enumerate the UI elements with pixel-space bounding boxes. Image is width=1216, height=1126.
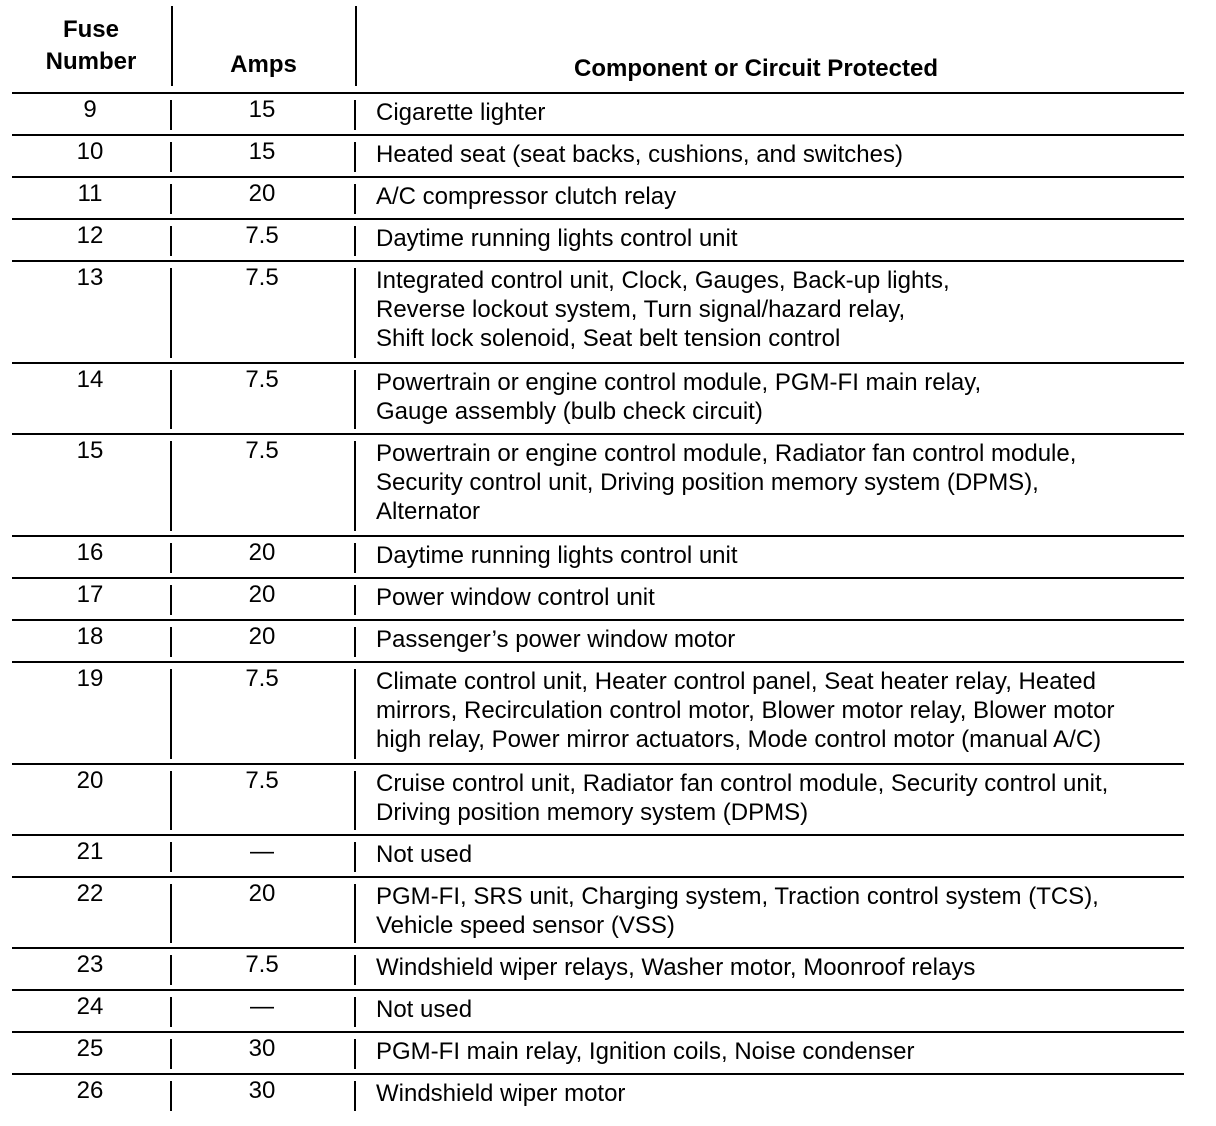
column-divider [354, 1081, 356, 1111]
fuse-number-cell: 26 [76, 1077, 104, 1104]
table-row [12, 661, 1184, 763]
column-divider [354, 842, 356, 872]
amps-cell: 20 [248, 539, 276, 566]
component-cell: Powertrain or engine control module, Radiator fan control module, Security control unit, Driving position memory system (DPMS), Alternator [376, 440, 1077, 525]
component-cell: Passenger’s power window motor [376, 626, 736, 653]
fuse-number-cell: 21 [76, 838, 104, 865]
amps-cell: 7.5 [245, 951, 279, 978]
component-cell: PGM-FI main relay, Ignition coils, Noise condenser [376, 1038, 915, 1065]
table-row [12, 362, 1184, 433]
fuse-number-cell: 10 [76, 138, 104, 165]
amps-cell: — [250, 838, 274, 865]
fuse-number-cell: 14 [76, 366, 104, 393]
component-cell: Powertrain or engine control module, PGM-FI main relay, Gauge assembly (bulb check circuit) [376, 369, 982, 425]
column-divider [354, 884, 356, 943]
fuse-number-cell: 13 [76, 264, 104, 291]
component-cell: A/C compressor clutch relay [376, 183, 677, 210]
fuse-number-cell: 23 [76, 951, 104, 978]
column-divider [354, 955, 356, 985]
component-cell: Not used [376, 841, 473, 868]
table-row [12, 1073, 1184, 1115]
table-row [12, 134, 1184, 176]
fuse-number-cell: 22 [76, 880, 104, 907]
fuse-number-cell: 11 [77, 180, 103, 207]
column-divider [354, 142, 356, 172]
fuse-number-cell: 15 [76, 437, 104, 464]
table-row [12, 535, 1184, 577]
column-divider [354, 627, 356, 657]
fuse-number-cell: 18 [76, 623, 104, 650]
component-cell: PGM-FI, SRS unit, Charging system, Traction control system (TCS), Vehicle speed sensor (VSS) [376, 883, 1099, 939]
amps-cell: 7.5 [245, 264, 279, 291]
column-divider [354, 771, 356, 830]
amps-cell: 15 [248, 96, 276, 123]
amps-cell: 7.5 [245, 437, 279, 464]
header-fuse-number [12, 14, 170, 78]
header-column-divider [355, 6, 357, 86]
fuse-number-cell: 25 [76, 1035, 104, 1062]
fuse-number-cell: 19 [76, 665, 104, 692]
component-cell: Power window control unit [376, 584, 655, 611]
amps-cell: 7.5 [245, 767, 279, 794]
header-fuse-line2: Number [45, 48, 137, 75]
column-divider [354, 226, 356, 256]
amps-cell: 20 [248, 581, 276, 608]
column-divider [354, 543, 356, 573]
fuse-table-body [12, 92, 1184, 1115]
component-cell: Daytime running lights control unit [376, 225, 738, 252]
component-cell: Cruise control unit, Radiator fan control module, Security control unit, Driving position memory system (DPMS) [376, 770, 1109, 826]
column-divider [354, 100, 356, 130]
amps-cell: 20 [248, 180, 276, 207]
amps-cell: 30 [248, 1035, 276, 1062]
column-divider [354, 268, 356, 358]
table-row [12, 218, 1184, 260]
component-cell: Daytime running lights control unit [376, 542, 738, 569]
component-cell: Windshield wiper relays, Washer motor, Moonroof relays [376, 954, 976, 981]
fuse-number-cell: 9 [83, 96, 97, 123]
component-cell: Cigarette lighter [376, 99, 546, 126]
table-row [12, 763, 1184, 834]
fuse-number-cell: 16 [76, 539, 104, 566]
amps-cell: 20 [248, 623, 276, 650]
table-row [12, 947, 1184, 989]
table-row [12, 1031, 1184, 1073]
fuse-number-cell: 17 [76, 581, 104, 608]
amps-cell: 30 [248, 1077, 276, 1104]
column-divider [354, 997, 356, 1027]
column-divider [354, 184, 356, 214]
column-divider [354, 441, 356, 531]
component-cell: Climate control unit, Heater control panel, Seat heater relay, Heated mirrors, Recirculation control motor, Blower motor relay, Blower motor high relay, Power mirror actuators, Mode control motor (manual A/C) [376, 668, 1115, 753]
table-row [12, 619, 1184, 661]
fuse-number-cell: 12 [76, 222, 104, 249]
header-column-divider [171, 6, 173, 86]
table-row [12, 834, 1184, 876]
component-cell: Not used [376, 996, 473, 1023]
amps-cell: — [250, 993, 274, 1020]
component-cell: Heated seat (seat backs, cushions, and switches) [376, 141, 903, 168]
fuse-number-cell: 20 [76, 767, 104, 794]
table-row [12, 92, 1184, 134]
header-amps: Amps [230, 51, 297, 78]
fuse-number-cell: 24 [76, 993, 104, 1020]
table-row [12, 989, 1184, 1031]
column-divider [354, 1039, 356, 1069]
table-row [12, 433, 1184, 535]
column-divider [354, 585, 356, 615]
amps-cell: 7.5 [245, 366, 279, 393]
table-row [12, 577, 1184, 619]
header-fuse-line1: Fuse [62, 16, 119, 43]
table-row [12, 176, 1184, 218]
component-cell: Windshield wiper motor [376, 1080, 626, 1107]
table-row [12, 260, 1184, 362]
header-component: Component or Circuit Protected [573, 55, 939, 82]
amps-cell: 15 [248, 138, 276, 165]
component-cell: Integrated control unit, Clock, Gauges, Back-up lights, Reverse lockout system, Turn signal/hazard relay, Shift lock solenoid, Seat belt tension control [376, 267, 950, 352]
amps-cell: 7.5 [245, 222, 279, 249]
column-divider [354, 669, 356, 759]
amps-cell: 20 [248, 880, 276, 907]
column-divider [354, 370, 356, 429]
amps-cell: 7.5 [245, 665, 279, 692]
table-row [12, 876, 1184, 947]
